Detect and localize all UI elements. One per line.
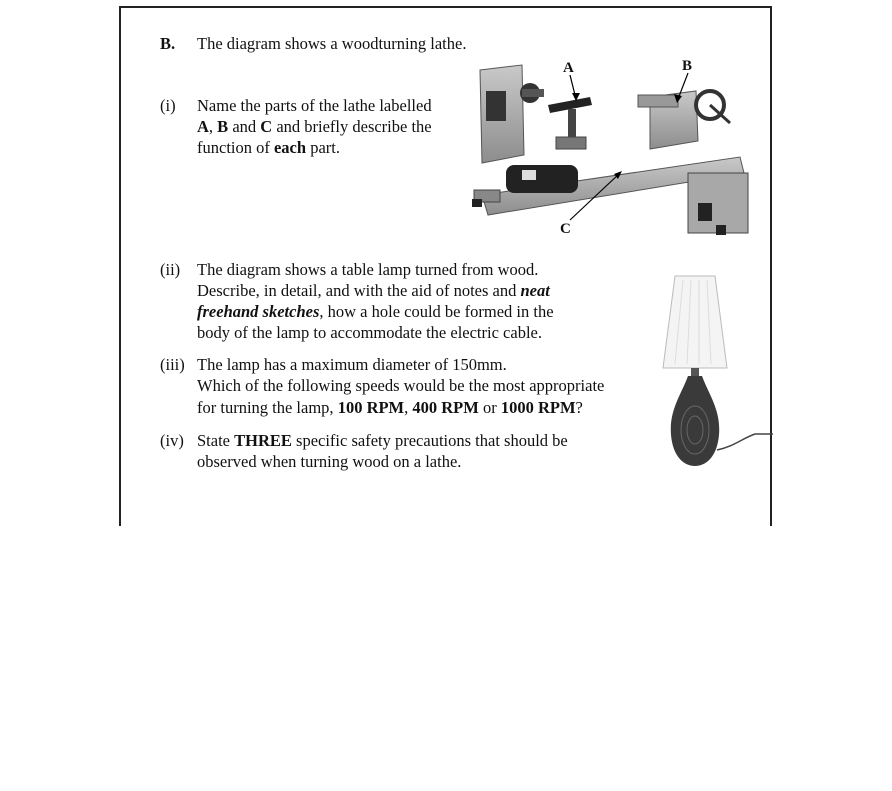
speed-option-1: 100 RPM xyxy=(337,398,405,417)
label-c-ref: C xyxy=(260,117,273,136)
speed-option-3: 1000 RPM xyxy=(500,398,576,417)
label-b: B xyxy=(682,58,693,74)
question-letter: B. xyxy=(160,34,176,53)
sep: or xyxy=(478,398,501,417)
motor xyxy=(506,165,578,193)
speed-option-2: 400 RPM xyxy=(412,398,479,417)
lamp-body xyxy=(671,376,719,466)
part-i-line3-pre: function of xyxy=(197,138,274,157)
part-i-line2-rest: and briefly describe the xyxy=(272,117,432,136)
part-iv-line2: observed when turning wood on a lathe. xyxy=(197,452,462,471)
label-a: A xyxy=(563,60,574,76)
label-b-ref: B xyxy=(217,117,229,136)
lamp-cable xyxy=(717,434,773,450)
part-i-line1: Name the parts of the lathe labelled xyxy=(197,96,432,115)
part-iii-line3-pre: for turning the lamp, xyxy=(197,398,338,417)
spindle xyxy=(522,89,544,97)
part-iii-line3 xyxy=(197,397,583,418)
part-iv-line1-pre: State xyxy=(197,431,235,450)
lamp-neck xyxy=(691,368,699,376)
sep: , xyxy=(404,398,413,417)
headstock-plate xyxy=(486,91,506,121)
part-iv-number: (iv) xyxy=(160,431,184,450)
part-i-number: (i) xyxy=(160,96,176,115)
part-ii-line2 xyxy=(197,280,550,301)
switch-box xyxy=(698,203,712,221)
part-ii-line2-pre: Describe, in detail, and with the aid of notes and xyxy=(197,281,521,300)
part-iii-line2: Which of the following speeds would be the most appropriate xyxy=(197,376,605,395)
part-iv-three: THREE xyxy=(234,431,292,450)
sep: ? xyxy=(575,398,583,417)
label-a-ref: A xyxy=(197,117,209,136)
motor-label xyxy=(522,170,536,180)
part-ii-neat: neat xyxy=(520,281,550,300)
tool-rest-base xyxy=(556,137,586,149)
lamp-shade xyxy=(663,276,727,368)
question-intro: The diagram shows a woodturning lathe. xyxy=(197,34,467,53)
lathe-illustration xyxy=(460,55,760,245)
lathe-leg-right xyxy=(688,173,748,233)
foot xyxy=(716,225,726,235)
part-iii-line1: The lamp has a maximum diameter of 150mm. xyxy=(197,355,507,374)
tailstock-quill xyxy=(638,95,678,107)
table-lamp-illustration xyxy=(655,270,775,480)
tool-rest-post xyxy=(568,109,576,139)
part-i-line3 xyxy=(197,137,340,158)
part-ii-line4: body of the lamp to accommodate the electric cable. xyxy=(197,323,542,342)
part-iv-line1 xyxy=(197,430,568,451)
label-c: C xyxy=(560,221,571,237)
part-ii-number: (ii) xyxy=(160,260,181,279)
sep: and xyxy=(228,117,261,136)
part-iii-number: (iii) xyxy=(160,355,185,374)
foot xyxy=(472,199,482,207)
part-ii-line1: The diagram shows a table lamp turned from wood. xyxy=(197,260,539,279)
part-ii-line3 xyxy=(197,301,554,322)
part-iv-line1-post: specific safety precautions that should be xyxy=(291,431,568,450)
sep: , xyxy=(208,117,218,136)
part-ii-line3-post: , how a hole could be formed in the xyxy=(319,302,554,321)
part-i-line3-post: part. xyxy=(306,138,340,157)
part-ii-freehand: freehand sketches xyxy=(197,302,320,321)
part-i-each: each xyxy=(273,138,307,157)
part-i-line2 xyxy=(197,116,432,137)
